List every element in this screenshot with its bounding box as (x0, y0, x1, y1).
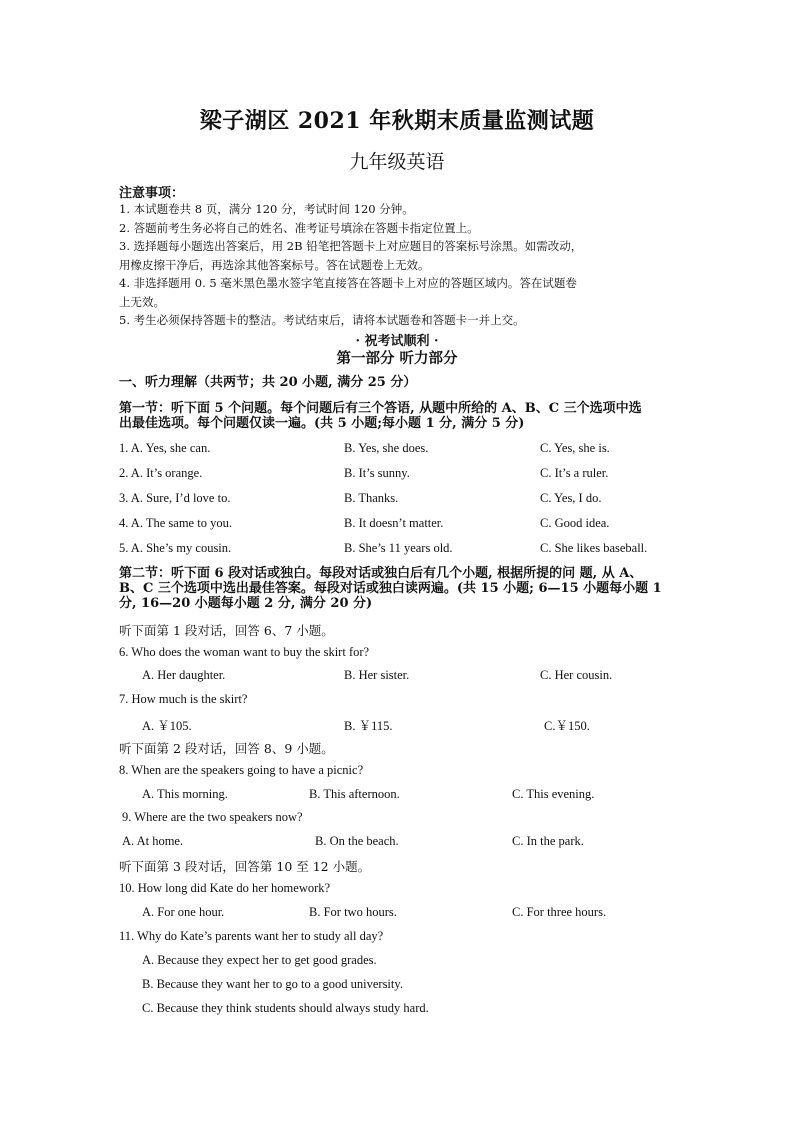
q3-option-c: C. Yes, I do. (540, 491, 602, 505)
q9-option-c: C. In the park. (512, 834, 584, 848)
notice-item: 上无效。 (119, 294, 165, 309)
exam-title: 梁子湖区 2021 年秋期末质量监测试题 (199, 108, 595, 134)
q8-stem: 8. When are the speakers going to have a picnic? (119, 763, 364, 777)
q7-option-b: B. ￥115. (344, 719, 393, 733)
q5-option-b: B. She’s 11 years old. (344, 541, 453, 555)
q10-stem: 10. How long did Kate do her homework? (119, 881, 331, 895)
notice-item: 3. 选择题每小题选出答案后，用 2B 铅笔把答题卡上对应题目的答案标号涂黑。如需改动， (119, 239, 583, 253)
notice-item: 2. 答题前考生务必将自己的姓名、准考证号填涂在答题卡指定位置上。 (119, 220, 479, 235)
q4-option-b: B. It doesn’t matter. (344, 516, 444, 530)
q7-option-a: A. ￥105. (142, 719, 192, 733)
q2-option-a: 2. A. It’s orange. (119, 466, 203, 480)
dialog-heading: 听下面第 3 段对话，回答第 10 至 12 小题。 (119, 859, 371, 874)
q8-option-c: C. This evening. (512, 787, 595, 801)
exam-wish: · 祝考试顺利 · (355, 334, 439, 349)
q6-option-c: C. Her cousin. (540, 668, 613, 682)
q9-stem: 9. Where are the two speakers now? (122, 810, 303, 824)
q11-option-a: A. Because they expect her to get good grades. (142, 953, 377, 967)
q10-option-c: C. For three hours. (512, 905, 607, 919)
q11-option-b: B. Because they want her to go to a good university. (142, 977, 403, 991)
q1-option-b: B. Yes, she does. (344, 441, 429, 455)
section2-instruction-line: 分, 16—20 小题每小题 2 分, 满分 20 分) (119, 596, 373, 611)
part-heading: 第一部分 听力部分 (336, 350, 458, 367)
q4-option-c: C. Good idea. (540, 516, 610, 530)
dialog-heading: 听下面第 1 段对话，回答 6、7 小题。 (119, 623, 334, 638)
q10-option-b: B. For two hours. (309, 905, 397, 919)
notice-item: 用橡皮擦干净后，再选涂其他答案标号。答在试题卷上无效。 (119, 257, 430, 272)
q1-option-c: C. Yes, she is. (540, 441, 610, 455)
dialog-heading: 听下面第 2 段对话，回答 8、9 小题。 (119, 741, 334, 756)
section1-instruction (119, 401, 689, 431)
q6-option-a: A. Her daughter. (142, 668, 226, 682)
notice-item: 1. 本试题卷共 8 页，满分 120 分，考试时间 120 分钟。 (119, 202, 414, 216)
q11-option-c: C. Because they think students should always study hard. (142, 1001, 429, 1015)
notice-item: 5. 考生必须保持答题卡的整洁。考试结束后，请将本试题卷和答题卡一并上交。 (119, 313, 525, 327)
q4-option-a: 4. A. The same to you. (119, 516, 232, 530)
section2-instruction-line: B、C 三个选项中选出最佳答案。每段对话或独白读两遍。(共 15 小题; 6—15 小题每小题 1 (119, 581, 662, 596)
notice-heading: 注意事项： (119, 186, 185, 201)
q6-stem: 6. Who does the woman want to buy the skirt for? (119, 645, 370, 659)
listening-heading: 一、听力理解（共两节；共 20 小题, 满分 25 分） (119, 375, 417, 390)
q10-option-a: A. For one hour. (142, 905, 225, 919)
q7-stem: 7. How much is the skirt? (119, 692, 248, 706)
notice-item: 4. 非选择题用 0. 5 毫米黑色墨水签字笔直接答在答题卡上对应的答题区域内。答在试题卷 (119, 276, 577, 290)
q8-option-b: B. This afternoon. (309, 787, 400, 801)
section2-instruction-line: 第二节：听下面 6 段对话或独白。每段对话或独白后有几个小题, 根据所提的问 题, 从 A、 (119, 566, 643, 581)
q9-option-b: B. On the beach. (315, 834, 399, 848)
q2-option-c: C. It’s a ruler. (540, 466, 609, 480)
q5-option-a: 5. A. She’s my cousin. (119, 541, 232, 555)
exam-subtitle: 九年级英语 (349, 151, 445, 173)
q6-option-b: B. Her sister. (344, 668, 410, 682)
q11-stem: 11. Why do Kate’s parents want her to study all day? (119, 929, 384, 943)
q9-option-a: A. At home. (122, 834, 184, 848)
q3-option-a: 3. A. Sure, I’d love to. (119, 491, 231, 505)
section1-instruction-line: 出最佳选项。每个问题仅读一遍。(共 5 小题;每小题 1 分, 满分 5 分) (119, 416, 525, 431)
q7-option-c: C.￥150. (544, 719, 590, 733)
section2-instruction (119, 566, 689, 611)
q2-option-b: B. It’s sunny. (344, 466, 410, 480)
q5-option-c: C. She likes baseball. (540, 541, 648, 555)
q1-option-a: 1. A. Yes, she can. (119, 441, 211, 455)
q8-option-a: A. This morning. (142, 787, 228, 801)
section1-instruction-line: 第一节：听下面 5 个问题。每个问题后有三个答语, 从题中所给的 A、B、C 三个选项中选 (119, 401, 642, 416)
q3-option-b: B. Thanks. (344, 491, 399, 505)
